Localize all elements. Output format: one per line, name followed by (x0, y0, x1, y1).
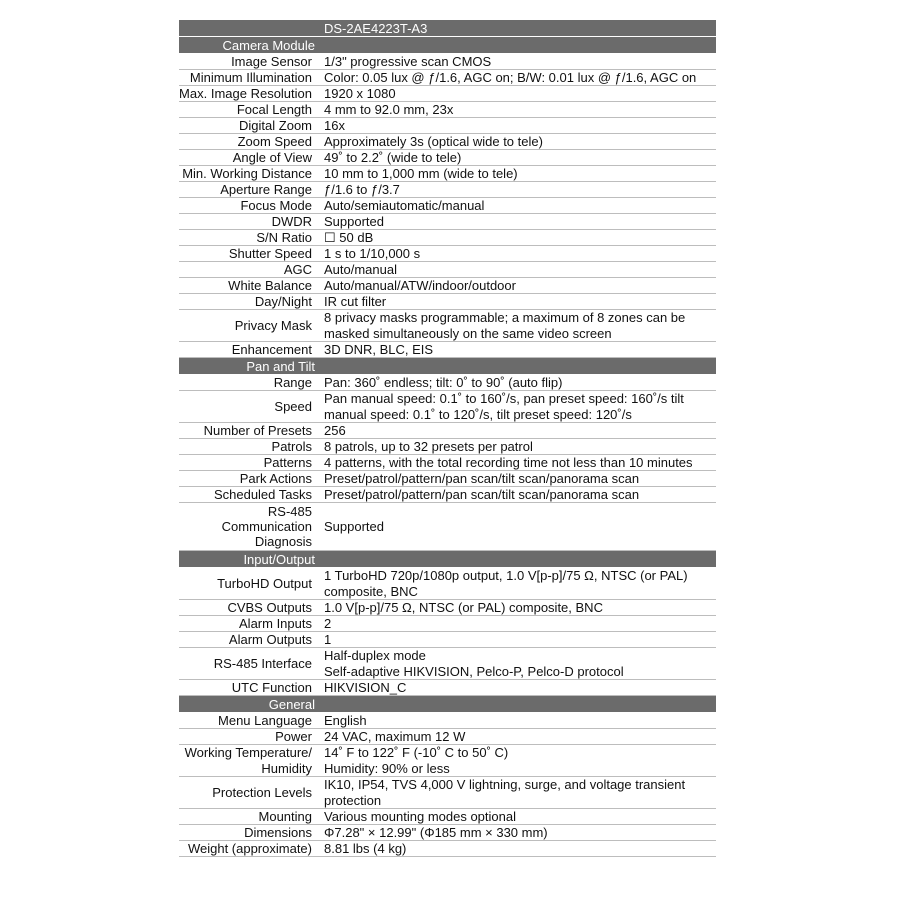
spec-value (319, 198, 716, 213)
spec-value (319, 745, 716, 776)
spec-value-line: Supported (324, 213, 384, 229)
spec-row (179, 230, 716, 246)
section-title: Camera Module (222, 38, 315, 53)
spec-label (179, 342, 319, 357)
spec-row (179, 310, 716, 342)
spec-row (179, 729, 716, 745)
spec-value (319, 391, 716, 422)
spec-label-line: CVBS Outputs (227, 599, 312, 615)
spec-label (179, 809, 319, 824)
spec-row (179, 86, 716, 102)
spec-row (179, 632, 716, 648)
spec-value-line: 1.0 V[p-p]/75 Ω, NTSC (or PAL) composite, BNC (324, 599, 603, 615)
spec-row (179, 214, 716, 230)
spec-label (179, 70, 319, 85)
spec-label-line: Day/Night (254, 293, 312, 309)
spec-label (179, 471, 319, 486)
spec-value (319, 616, 716, 631)
spec-value (319, 423, 716, 438)
spec-value-line: Color: 0.05 lux @ ƒ/1.6, AGC on; B/W: 0.01 lux @ ƒ/1.6, AGC on (324, 69, 697, 85)
spec-row (179, 809, 716, 825)
spec-label (179, 616, 319, 631)
spec-value (319, 487, 716, 502)
spec-value (319, 680, 716, 695)
spec-label-line: Zoom Speed (237, 133, 312, 149)
spec-label-line: RS-485 Interface (213, 655, 312, 671)
spec-row (179, 745, 716, 777)
spec-value-line: 8 privacy masks programmable; a maximum of 8 zones can be (324, 310, 686, 326)
section-header-general (179, 696, 716, 713)
spec-label (179, 439, 319, 454)
spec-row (179, 423, 716, 439)
spec-label-line: Alarm Inputs (239, 615, 312, 631)
spec-row (179, 471, 716, 487)
spec-label-line: Digital Zoom (239, 117, 312, 133)
spec-row (179, 616, 716, 632)
spec-value (319, 600, 716, 615)
spec-label (179, 568, 319, 599)
spec-label (179, 278, 319, 293)
spec-value (319, 729, 716, 744)
spec-label (179, 375, 319, 390)
section-title: Pan and Tilt (246, 359, 315, 374)
spec-label (179, 198, 319, 213)
spec-label (179, 86, 319, 101)
spec-value-line: Supported (324, 518, 384, 534)
spec-value-line: Various mounting modes optional (324, 808, 516, 824)
spec-value (319, 503, 716, 550)
spec-label-line: TurboHD Output (217, 575, 312, 591)
spec-label-line: Weight (approximate) (187, 840, 312, 856)
spec-row (179, 54, 716, 70)
spec-row (179, 680, 716, 696)
spec-label-line: Range (273, 374, 312, 390)
spec-label-line: DWDR (271, 213, 312, 229)
spec-value-line: 256 (324, 422, 346, 438)
section-header-input-output (179, 551, 716, 568)
spec-value (319, 214, 716, 229)
spec-value (319, 455, 716, 470)
spec-label-line: Diagnosis (254, 534, 312, 550)
spec-value (319, 166, 716, 181)
spec-value-line: Self-adaptive HIKVISION, Pelco-P, Pelco-D protocol (324, 663, 624, 679)
spec-row (179, 342, 716, 358)
spec-label (179, 150, 319, 165)
spec-label-line: Communication (221, 518, 312, 534)
spec-value-line: 24 VAC, maximum 12 W (324, 728, 466, 744)
spec-row (179, 777, 716, 809)
spec-value (319, 262, 716, 277)
spec-value-line: Auto/manual/ATW/indoor/outdoor (324, 277, 516, 293)
spec-label-line: S/N Ratio (256, 229, 312, 245)
spec-label-line: AGC (283, 261, 312, 277)
spec-label-line: Focus Mode (240, 197, 312, 213)
spec-row (179, 503, 716, 551)
spec-row (179, 455, 716, 471)
spec-label-line: Mounting (258, 808, 312, 824)
spec-row (179, 246, 716, 262)
spec-row (179, 375, 716, 391)
spec-value (319, 841, 716, 856)
spec-value-line: 2 (324, 615, 332, 631)
spec-value (319, 294, 716, 309)
spec-label-line: Minimum Illumination (189, 69, 312, 85)
spec-label-line: Number of Presets (203, 422, 312, 438)
spec-value-line: IK10, IP54, TVS 4,000 V lightning, surge, and voltage transient (324, 777, 686, 793)
section-title: Input/Output (243, 552, 315, 567)
spec-value-line: 49˚ to 2.2˚ (wide to tele) (324, 149, 462, 165)
spec-row (179, 294, 716, 310)
spec-row (179, 134, 716, 150)
spec-value (319, 102, 716, 117)
spec-label (179, 600, 319, 615)
spec-value (319, 342, 716, 357)
spec-row (179, 487, 716, 503)
spec-value (319, 439, 716, 454)
spec-label-line: Protection Levels (212, 784, 312, 800)
spec-label-line: Angle of View (232, 149, 312, 165)
spec-label (179, 423, 319, 438)
spec-row (179, 166, 716, 182)
spec-value (319, 809, 716, 824)
spec-value (319, 375, 716, 390)
spec-label (179, 455, 319, 470)
model-title-bar (179, 20, 716, 37)
spec-value (319, 825, 716, 840)
spec-value (319, 471, 716, 486)
spec-value-line: Pan: 360˚ endless; tilt: 0˚ to 90˚ (auto flip) (324, 374, 563, 390)
spec-value (319, 632, 716, 647)
spec-value-line: Auto/manual (324, 261, 397, 277)
spec-row (179, 713, 716, 729)
spec-row (179, 182, 716, 198)
spec-row (179, 262, 716, 278)
spec-row (179, 198, 716, 214)
spec-row (179, 648, 716, 680)
spec-label (179, 246, 319, 261)
spec-value (319, 310, 716, 341)
spec-row (179, 150, 716, 166)
section-header-pan-and-tilt (179, 358, 716, 375)
spec-value-line: 16x (324, 117, 345, 133)
model-title: DS-2AE4223T-A3 (324, 21, 428, 36)
spec-value-line: 14˚ F to 122˚ F (-10˚ C to 50˚ C) (324, 745, 509, 761)
spec-label (179, 745, 319, 776)
spec-value-line: 1 TurboHD 720p/1080p output, 1.0 V[p-p]/75 Ω, NTSC (or PAL) (324, 568, 688, 584)
spec-label-line: Park Actions (239, 470, 312, 486)
spec-value-line: 10 mm to 1,000 mm (wide to tele) (324, 165, 518, 181)
spec-label (179, 632, 319, 647)
spec-table-body (179, 37, 716, 857)
spec-value-line: 3D DNR, BLC, EIS (324, 341, 434, 357)
spec-row (179, 118, 716, 134)
spec-label-line: Speed (274, 398, 312, 414)
spec-label-line: Patrols (271, 438, 312, 454)
spec-value (319, 134, 716, 149)
spec-label (179, 102, 319, 117)
spec-label-line: Humidity (261, 760, 312, 776)
spec-value (319, 246, 716, 261)
spec-label (179, 825, 319, 840)
spec-row (179, 825, 716, 841)
spec-label (179, 166, 319, 181)
spec-label (179, 713, 319, 728)
spec-label-line: Scheduled Tasks (213, 486, 312, 502)
spec-label-line: Aperture Range (220, 181, 312, 197)
spec-value-line: protection (324, 792, 382, 808)
spec-label (179, 503, 319, 550)
spec-label-line: Shutter Speed (228, 245, 312, 261)
spec-value-line: Pan manual speed: 0.1˚ to 160˚/s, pan preset speed: 160˚/s tilt (324, 391, 684, 407)
spec-value-line: Preset/patrol/pattern/pan scan/tilt scan/panorama scan (324, 486, 640, 502)
section-header-camera-module (179, 37, 716, 54)
spec-value-line: 4 patterns, with the total recording time not less than 10 minutes (324, 454, 693, 470)
spec-value-line: 4 mm to 92.0 mm, 23x (324, 101, 454, 117)
spec-value-line: 8 patrols, up to 32 presets per patrol (324, 438, 533, 454)
spec-value-line: HIKVISION_C (324, 679, 407, 695)
spec-label (179, 294, 319, 309)
spec-label (179, 182, 319, 197)
spec-row (179, 841, 716, 857)
spec-value (319, 150, 716, 165)
spec-label-line: Working Temperature/ (184, 745, 312, 761)
spec-value (319, 118, 716, 133)
spec-label-line: Max. Image Resolution (179, 85, 312, 101)
spec-value (319, 777, 716, 808)
spec-label (179, 729, 319, 744)
spec-label (179, 118, 319, 133)
spec-label (179, 680, 319, 695)
spec-value-line: Auto/semiautomatic/manual (324, 197, 485, 213)
spec-value-line: ƒ/1.6 to ƒ/3.7 (324, 181, 400, 197)
spec-value-line: ☐ 50 dB (324, 229, 374, 245)
spec-value-line: Approximately 3s (optical wide to tele) (324, 133, 543, 149)
spec-value-line: 1 (324, 631, 332, 647)
spec-value (319, 278, 716, 293)
spec-row (179, 70, 716, 86)
spec-label-line: Focal Length (236, 101, 312, 117)
spec-label-line: Privacy Mask (234, 317, 312, 333)
spec-value-line: 1 s to 1/10,000 s (324, 245, 421, 261)
spec-label-line: Menu Language (218, 712, 312, 728)
spec-label (179, 54, 319, 69)
spec-value (319, 713, 716, 728)
spec-value (319, 648, 716, 679)
spec-label (179, 777, 319, 808)
spec-value-line: IR cut filter (324, 293, 387, 309)
spec-value-line: Preset/patrol/pattern/pan scan/tilt scan/panorama scan (324, 470, 640, 486)
spec-value-line: masked simultaneously on the same video screen (324, 325, 612, 341)
spec-value-line: Half-duplex mode (324, 648, 426, 664)
spec-label (179, 262, 319, 277)
spec-value-line: 1/3" progressive scan CMOS (324, 53, 492, 69)
spec-label-line: Power (275, 728, 312, 744)
spec-label-line: Dimensions (244, 824, 312, 840)
spec-label (179, 230, 319, 245)
spec-value (319, 54, 716, 69)
spec-label (179, 391, 319, 422)
spec-label-line: Min. Working Distance (182, 165, 312, 181)
spec-label-line: UTC Function (231, 679, 312, 695)
spec-label (179, 648, 319, 679)
spec-sheet (179, 20, 716, 857)
spec-label-line: Enhancement (231, 341, 312, 357)
spec-row (179, 102, 716, 118)
spec-value (319, 86, 716, 101)
spec-label (179, 214, 319, 229)
spec-value (319, 70, 716, 85)
spec-row (179, 278, 716, 294)
spec-value-line: Φ7.28" × 12.99" (Φ185 mm × 330 mm) (324, 824, 548, 840)
spec-row (179, 600, 716, 616)
spec-label (179, 841, 319, 856)
spec-label-line: Image Sensor (231, 53, 312, 69)
spec-value-line: 1920 x 1080 (324, 85, 396, 101)
spec-value (319, 182, 716, 197)
spec-label (179, 310, 319, 341)
spec-value (319, 230, 716, 245)
spec-value-line: composite, BNC (324, 583, 418, 599)
spec-label (179, 134, 319, 149)
spec-label-line: White Balance (228, 277, 312, 293)
spec-row (179, 439, 716, 455)
spec-label (179, 487, 319, 502)
spec-value-line: 8.81 lbs (4 kg) (324, 840, 407, 856)
spec-label-line: Patterns (263, 454, 312, 470)
spec-row (179, 391, 716, 423)
spec-value-line: manual speed: 0.1˚ to 120˚/s, tilt preset speed: 120˚/s (324, 406, 632, 422)
spec-value-line: Humidity: 90% or less (324, 760, 450, 776)
spec-label-line: Alarm Outputs (228, 631, 312, 647)
spec-value-line: English (324, 712, 367, 728)
spec-value (319, 568, 716, 599)
spec-label-line: RS-485 (267, 503, 312, 519)
spec-row (179, 568, 716, 600)
section-title: General (268, 697, 315, 712)
